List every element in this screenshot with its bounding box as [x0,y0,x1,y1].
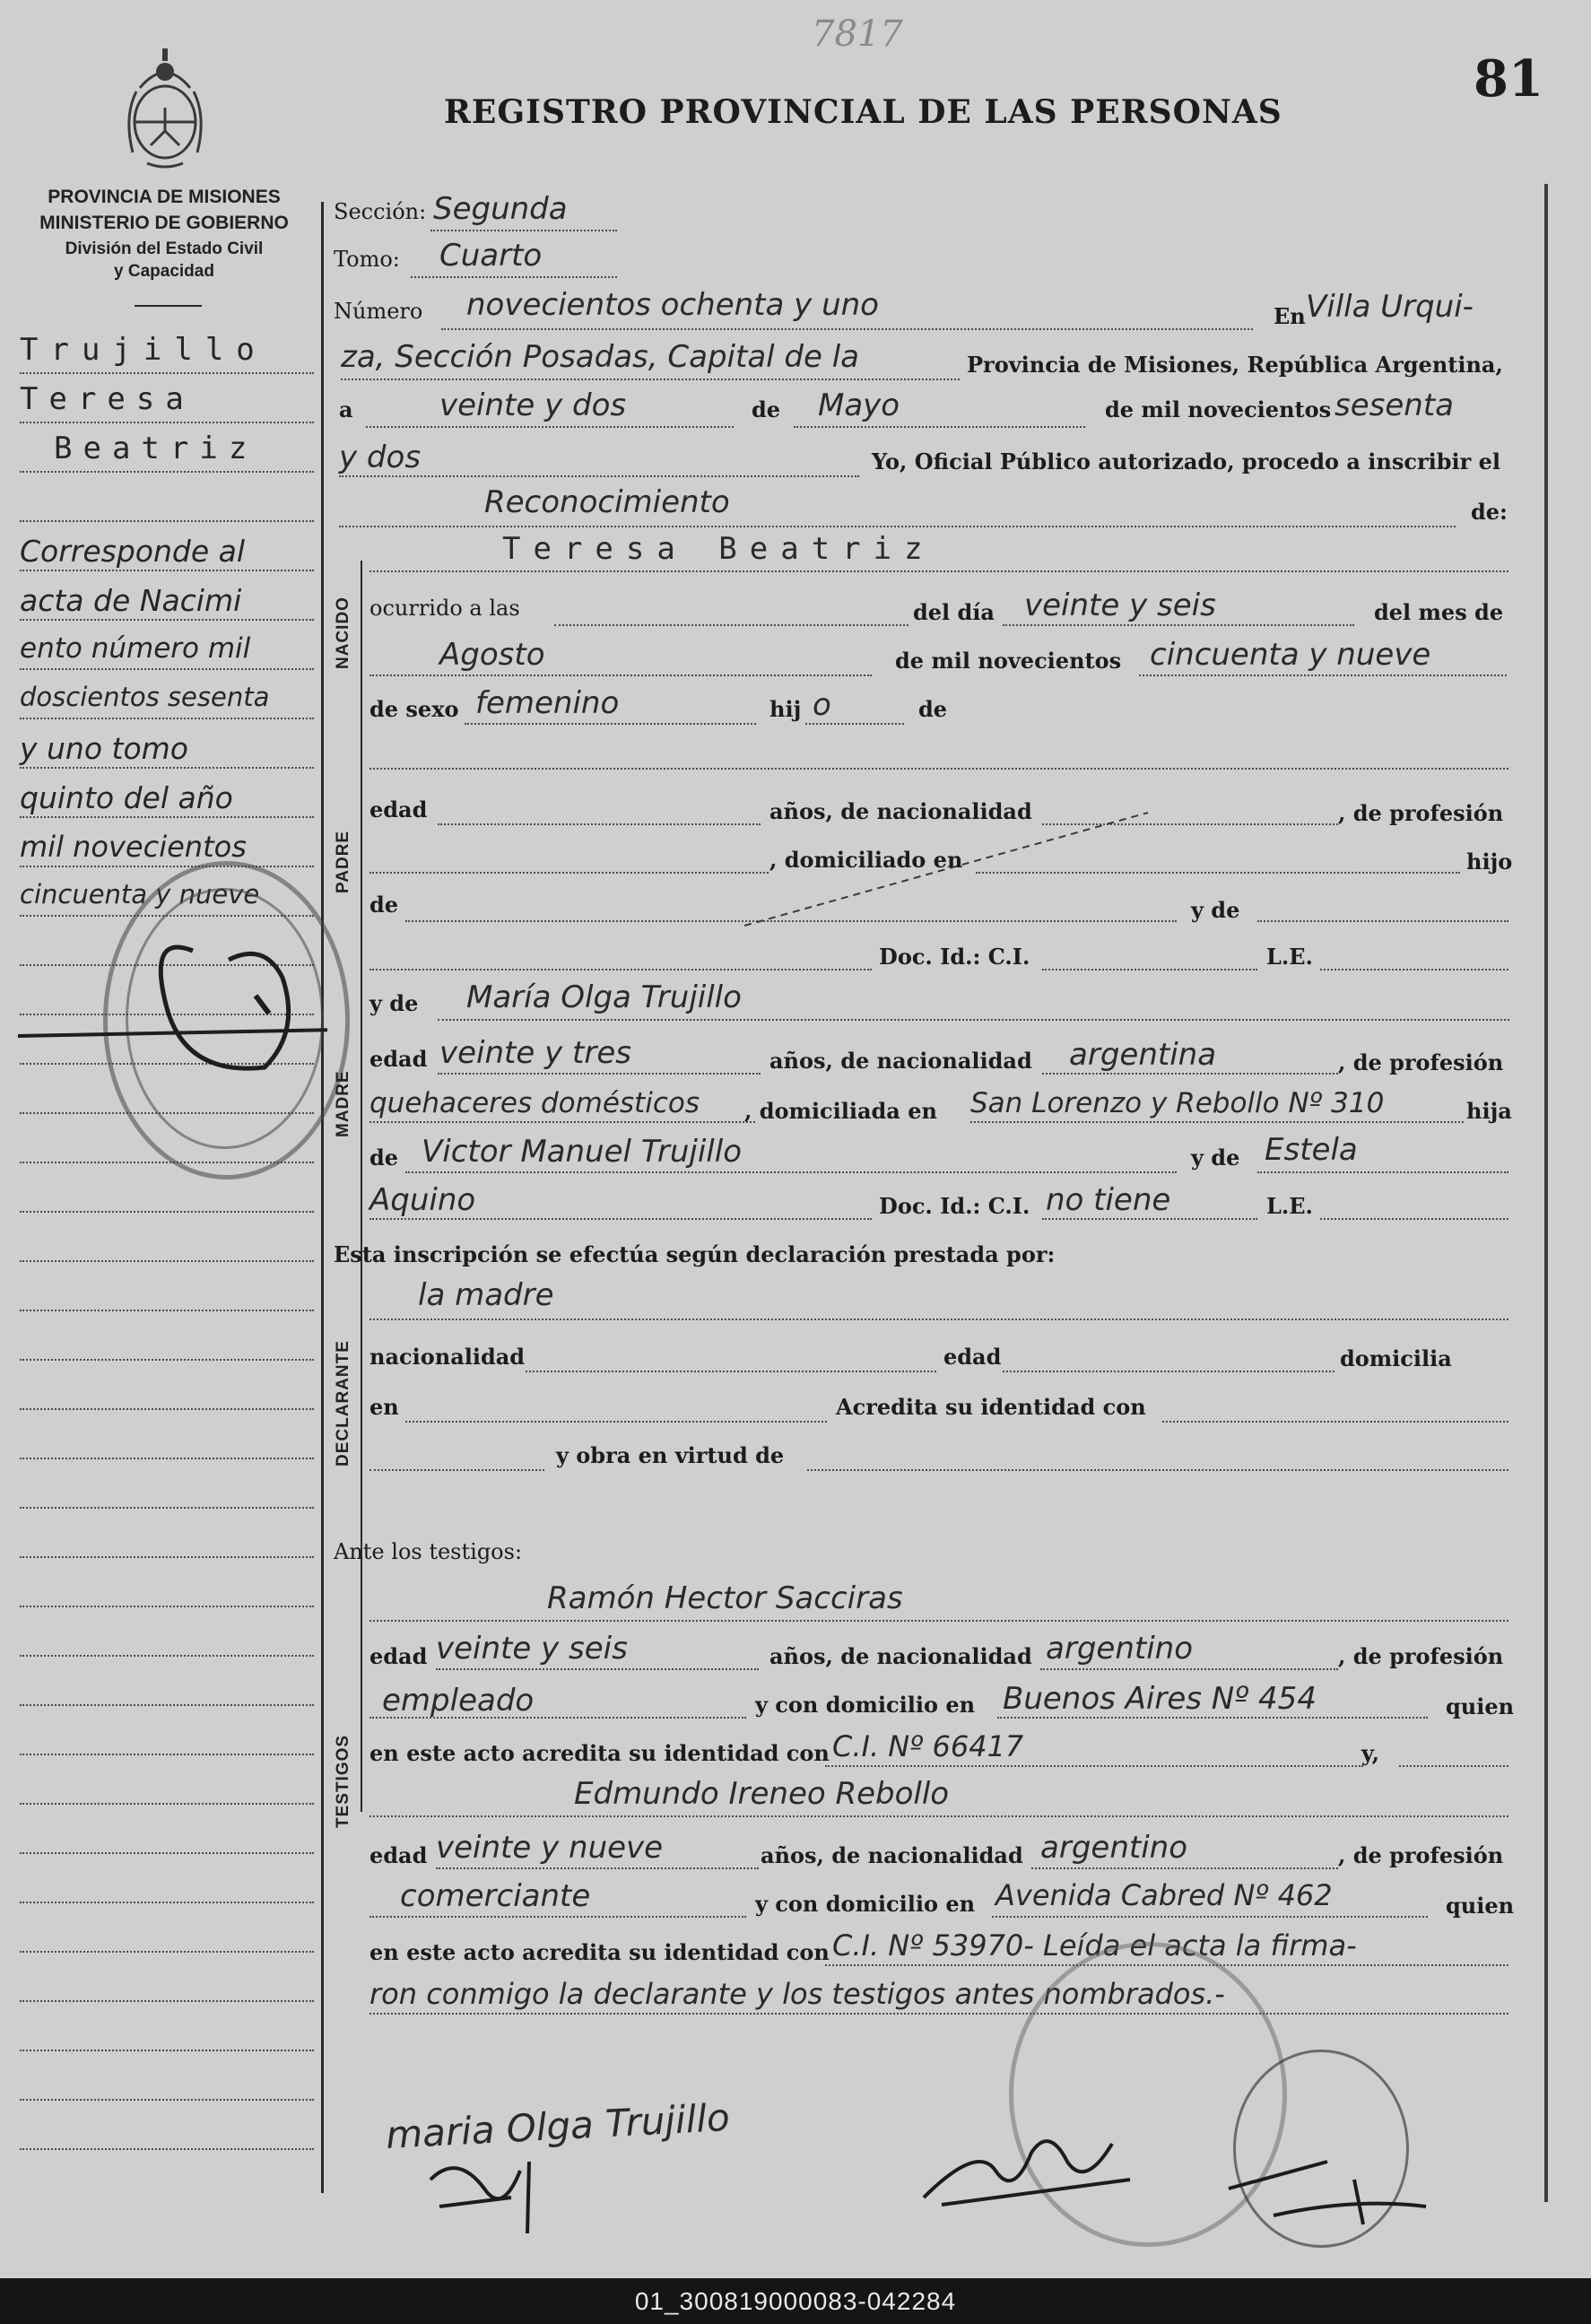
dotted-line [1042,1073,1338,1075]
section-label-declarante: DECLARANTE [334,1340,352,1467]
seccion-label: Sección: [334,199,427,224]
witness-signature-icon [422,2135,583,2242]
dotted-line [369,1319,1508,1320]
section-label-nacido: NACIDO [334,596,352,669]
margin-dotted-line [20,2050,314,2051]
margin-dotted-line [20,570,314,571]
madre-edad: veinte y tres [439,1035,631,1071]
declarante-signature: maria Olga Trujillo [384,2094,731,2158]
declarante-edad-label: edad [943,1344,1002,1370]
testigo1-domicilio-label: y con domicilio en [755,1692,976,1718]
dotted-line [992,1916,1428,1918]
margin-dotted-line [20,1704,314,1706]
de-colon-label: de: [1471,499,1508,525]
dotted-line [1040,1668,1338,1670]
margin-dotted-line [20,619,314,621]
testigo2-nombre: Edmundo Ireneo Rebollo [574,1776,950,1812]
dotted-line [825,1765,1363,1767]
dotted-line [369,675,872,676]
dotted-line [369,872,769,874]
testigo1-identidad: C.I. Nº 66417 [832,1729,1024,1763]
oficial-text: Yo, Oficial Público autorizado, procedo a inscribir el [872,448,1501,474]
numero-label: Número [334,299,423,324]
dotted-line [1042,969,1257,971]
margin-dotted-line [20,1951,314,1953]
dotted-line [436,1668,759,1670]
testigo1-profesion-label: , de profesión [1338,1643,1504,1669]
ante-testigos-label: Ante los testigos: [334,1539,523,1564]
margin-dotted-line [20,1606,314,1607]
margin-dotted-line [20,1260,314,1262]
madre-le-label: L.E. [1266,1193,1313,1219]
madre-hija-label: hija [1466,1098,1512,1124]
margin-note-line: quinto del año [20,780,233,815]
testigo2-anos-label: años, de nacionalidad [761,1842,1023,1868]
madre-nacionalidad: argentina [1069,1037,1217,1073]
padre-hijo-label: hijo [1466,849,1513,875]
dotted-line [436,1867,759,1869]
dotted-line [369,768,1508,770]
testigo2-edad-label: edad [369,1842,428,1868]
declarante-nacionalidad-label: nacionalidad [369,1344,526,1370]
dotted-line [1003,1371,1335,1372]
dotted-line [369,1815,1508,1817]
page-title: REGISTRO PROVINCIAL DE LAS PERSONAS [444,93,1282,131]
child-name: Teresa Beatriz [502,531,935,567]
numero-value: novecientos ochenta y uno [466,287,879,323]
margin-dotted-line [20,1803,314,1805]
madre-anos-label: años, de nacionalidad [769,1048,1032,1074]
margin-dotted-line [20,471,314,473]
testigo2-nacionalidad: argentino [1040,1830,1187,1866]
madre-madre-nombre: Estela [1265,1132,1358,1168]
registration-month: Mayo [818,387,900,423]
agency-block [16,184,312,282]
dotted-line [1320,1218,1508,1220]
registration-day: veinte y dos [439,387,627,423]
place-cont: za, Sección Posadas, Capital de la [341,339,859,375]
madre-y-de-label2: y de [1191,1145,1240,1171]
margin-note-line: ento número mil [20,632,251,665]
declarante-obra-label: y obra en virtud de [556,1442,785,1468]
declaracion-value: la madre [418,1277,554,1313]
dotted-line [1162,1421,1508,1423]
madre-madre-apellido: Aquino [369,1182,476,1218]
tomo-value: Cuarto [439,238,543,274]
dotted-line [369,570,1508,572]
dotted-line [805,723,904,725]
testigo1-edad: veinte y seis [436,1631,628,1667]
margin-dotted-line [20,1507,314,1509]
sexo-label: de sexo [369,696,459,722]
padre-doc-label: Doc. Id.: C.I. [879,944,1030,970]
margin-dotted-line [20,1458,314,1459]
closing-text: ron conmigo la declarante y los testigos antes nombrados.- [369,1977,1225,2011]
en-label: En [1274,303,1306,329]
provincia-text: Provincia de Misiones, República Argentina, [967,352,1503,378]
declarante-en-label: en [369,1394,399,1420]
margin-dotted-line [20,422,314,423]
madre-domicilio: San Lorenzo y Rebollo Nº 310 [970,1087,1385,1119]
dotted-line [341,379,960,380]
dotted-line [405,1421,827,1423]
margin-dotted-line [20,1655,314,1657]
dotted-line [438,823,761,825]
top-scribble: 7817 [812,13,903,55]
margin-dotted-line [20,2148,314,2150]
agency-line: MINISTERIO DE GOBIERNO [39,213,289,233]
testigo1-edad-label: edad [369,1643,428,1669]
dotted-line [369,1620,1508,1622]
dotted-line [369,1916,746,1918]
de-label: de [752,396,781,422]
testigo2-acredita-label: en este acto acredita su identidad con [369,1939,830,1965]
divider [135,305,202,307]
testigo2-domicilio: Avenida Cabred Nº 462 [995,1878,1333,1912]
dotted-line [526,1371,936,1372]
testigo1-nacionalidad: argentino [1046,1631,1193,1667]
section-label-testigos: TESTIGOS [334,1734,352,1828]
testigo1-quien-label: quien [1446,1693,1515,1719]
section-divider [361,561,362,1812]
dotted-line [411,276,617,278]
padre-domiciliado-label: , domiciliado en [769,847,963,873]
margin-dotted-line [20,2000,314,2002]
margin-dotted-line [20,2099,314,2101]
dotted-line [369,1717,746,1719]
margin-dotted-line [20,866,314,867]
testigo2-profesion-label: , de profesión [1338,1842,1504,1868]
testigo1-acredita-label: en este acto acredita su identidad con [369,1740,830,1766]
dotted-line [997,1717,1428,1719]
declarante-acredita-label: Acredita su identidad con [836,1394,1146,1420]
dotted-line [1320,969,1508,971]
birth-year: cincuenta y nueve [1150,637,1431,673]
margin-surname: Trujillo [20,332,267,368]
dotted-line [1139,675,1507,676]
padre-le-label: L.E. [1266,944,1313,970]
margin-dotted-line [20,1211,314,1213]
dotted-line [970,1121,1464,1123]
witness2-signature-icon [906,2108,1157,2215]
padre-anos-label: años, de nacionalidad [769,798,1032,824]
seccion-value: Segunda [433,191,568,227]
padre-profesion-label: , de profesión [1338,800,1504,826]
margin-dotted-line [20,1310,314,1311]
testigo2-edad: veinte y nueve [436,1830,664,1866]
margin-note-line: mil novecientos [20,830,247,864]
section-label-madre: MADRE [334,1070,352,1137]
dotted-line [369,1469,544,1471]
dotted-line [1042,1218,1257,1220]
year-label: de mil novecientos [1105,396,1332,422]
a-label: a [339,396,353,422]
margin-note-line: Corresponde al [20,534,246,569]
margin-dotted-line [20,668,314,670]
dotted-line [1257,1171,1508,1173]
dotted-line [369,969,872,971]
margin-note-line: y uno tomo [20,731,188,766]
testigo2-domicilio-label: y con domicilio en [755,1891,976,1917]
testigo2-identidad: C.I. Nº 53970- Leída el acta la firma- [832,1928,1357,1963]
dotted-line [554,624,909,626]
hijo-de-label: de [918,696,948,722]
sexo-value: femenino [475,685,620,721]
dotted-line [366,426,734,428]
en-value: Villa Urqui- [1306,289,1474,325]
del-dia-label: del día [913,599,995,625]
madre-edad-label: edad [369,1046,428,1072]
madre-nombre: María Olga Trujillo [466,979,742,1015]
margin-dotted-line [20,1359,314,1361]
dotted-line [339,475,859,477]
padre-de-label: de [369,892,399,918]
madre-profesion-label: , de profesión [1338,1049,1504,1075]
dotted-line [465,723,756,725]
del-mes-label: del mes de [1374,599,1504,625]
dotted-line [369,1218,872,1220]
agency-line: PROVINCIA DE MISIONES [48,187,281,207]
testigo-y-label: y, [1361,1740,1380,1766]
tomo-label: Tomo: [334,247,400,272]
acto-value: Reconocimiento [484,484,730,520]
margin-dotted-line [20,816,314,818]
madre-padre-nombre: Victor Manuel Trujillo [422,1134,742,1170]
testigo1-profesion: empleado [382,1683,535,1719]
dotted-line [438,1073,761,1075]
dotted-line [430,230,617,231]
margin-dotted-line [20,767,314,769]
testigo2-quien-label: quien [1446,1893,1515,1919]
testigo1-nombre: Ramón Hector Sacciras [547,1580,903,1616]
margin-dotted-line [20,1902,314,1903]
dotted-line [441,328,1253,330]
madre-profesion: quehaceres domésticos [369,1087,700,1119]
margin-dotted-line [20,1754,314,1755]
dotted-line [794,426,1085,428]
madre-doc-value: no tiene [1046,1182,1171,1218]
margin-dotted-line [20,718,314,719]
page-border [1544,184,1548,2202]
testigo2-profesion: comerciante [400,1878,591,1914]
madre-de-label: de [369,1145,399,1171]
registration-year-cont: y dos [339,440,422,475]
margin-firstname: Teresa [20,381,195,417]
madre-doc-label: Doc. Id.: C.I. [879,1193,1030,1219]
declarante-domicilia-label: domicilia [1340,1345,1452,1371]
dotted-line [339,526,1456,527]
testigo1-domicilio: Buenos Aires Nº 454 [1003,1681,1317,1717]
padre-y-de-label: y de [1191,897,1240,923]
margin-dotted-line [20,1408,314,1410]
testigo1-anos-label: años, de nacionalidad [769,1643,1032,1669]
birth-year-label: de mil novecientos [895,648,1122,674]
margin-divider [321,202,324,2193]
page-number: 81 [1474,49,1543,109]
declaracion-text: Esta inscripción se efectúa según declaración prestada por: [334,1241,1056,1267]
hijo-suffix: o [813,687,831,723]
birth-day: veinte y seis [1024,588,1216,623]
margin-dotted-line [20,520,314,522]
dotted-line [438,1019,1509,1021]
dotted-line [1031,1867,1338,1869]
dotted-line [369,1121,755,1123]
margin-note-line: doscientos sesenta [20,682,270,712]
registration-year: sesenta [1335,387,1454,423]
dotted-line [1399,1765,1508,1767]
agency-line: División del Estado Civil [65,239,264,258]
birth-month: Agosto [439,637,545,673]
margin-middlename: Beatriz [54,431,258,466]
margin-note-line: acta de Nacimi [20,583,242,618]
coat-of-arms-icon [115,45,215,170]
margin-dotted-line [20,372,314,374]
dotted-line [369,2013,1508,2015]
hijo-label: hij [769,696,802,722]
dotted-line [807,1469,1508,1471]
diagonal-cancel-line [735,807,1157,933]
agency-line: y Capacidad [114,262,214,281]
dotted-line [1003,624,1354,626]
section-label-padre: PADRE [334,830,352,893]
ocurrido-label: ocurrido a las [369,596,520,621]
padre-edad-label: edad [369,796,428,823]
margin-dotted-line [20,1852,314,1854]
madre-domiciliada-label: , domiciliada en [744,1098,937,1124]
officer-signature-icon [1220,2135,1435,2233]
margin-note-line: cincuenta y nueve [20,879,260,910]
madre-y-de-label: y de [369,990,419,1016]
dotted-line [405,1171,1177,1173]
margin-dotted-line [20,1556,314,1558]
image-code-footer: 01_300819000083-042284 [0,2278,1591,2324]
margin-signature-icon [13,924,327,1094]
dotted-line [1257,920,1508,922]
